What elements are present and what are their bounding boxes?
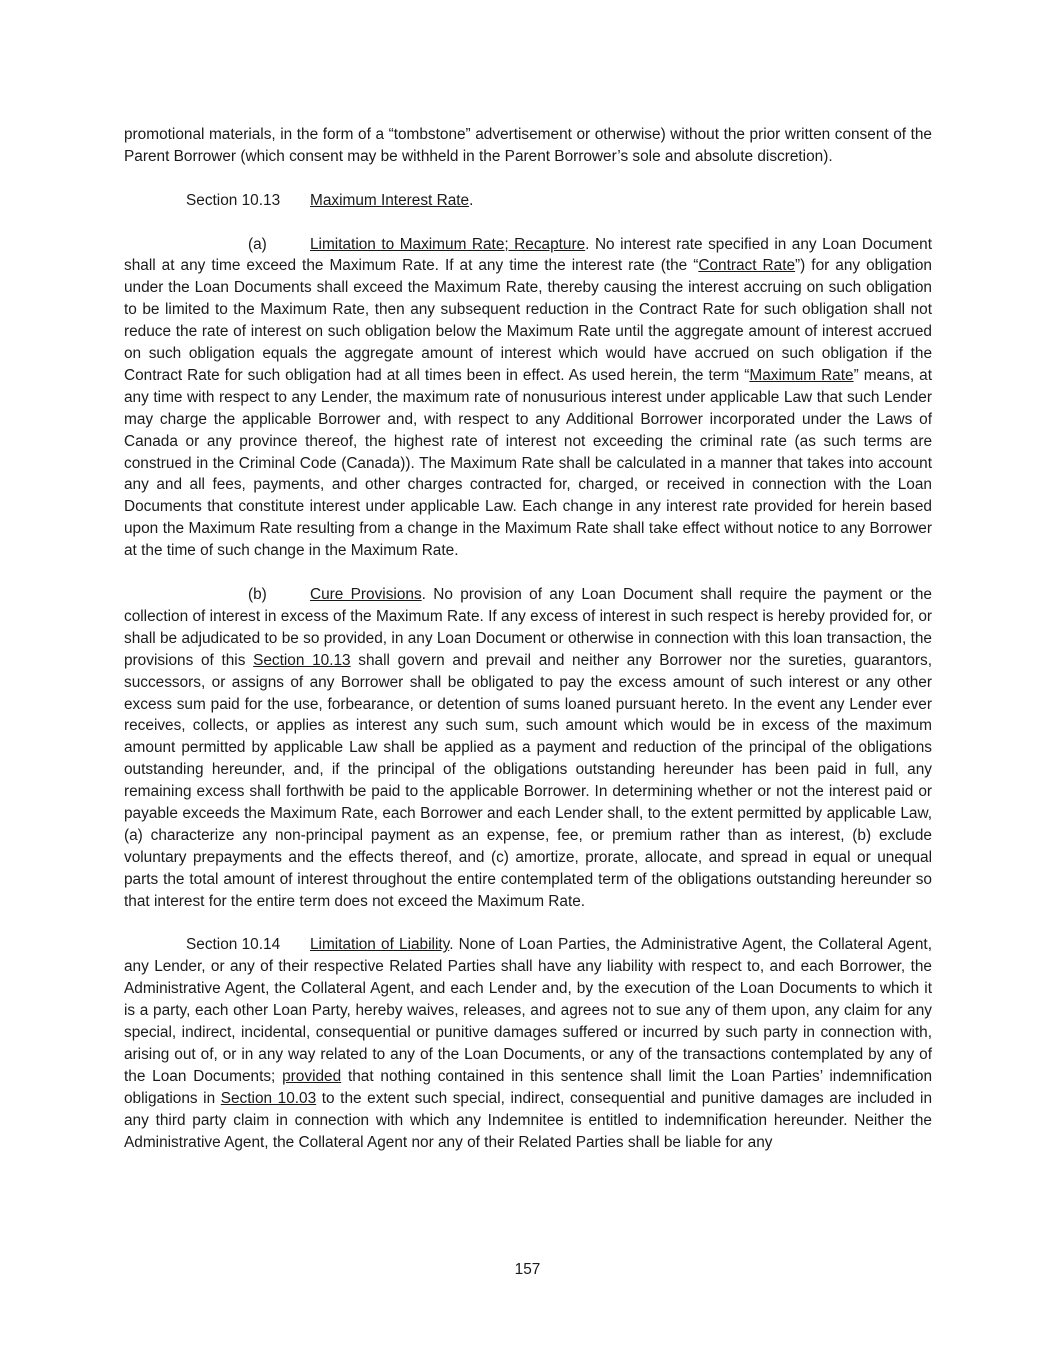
document-page [124,124,932,1154]
section-10-13-heading [124,190,932,212]
subsection-heading: Cure Provisions [310,585,422,603]
section-number: Section 10.14 [186,936,281,954]
subsection-b [124,584,932,913]
section-text: that nothing contained in this sentence shall limit the Loan Parties’ indemnification obligations in [124,1067,933,1107]
proviso: provided [282,1067,342,1085]
section-title-suffix: . [469,191,474,209]
section-reference: Section 10.13 [253,651,351,669]
section-text: . None of Loan Parties, the Administrative Agent, the Collateral Agent, any Lender, or any of their respective Related Parties shall have any liability with respect to, and each Borrower, the Administrative Agent, the Collateral Agent, and each Lender and, by the execution of the Loan Documents to which it is a party, each other Loan Party, hereby waives, releases, and agrees not to sue any of them upon, any claim for any special, indirect, incidental, consequential or punitive damages suffered or incurred by such party in connection with, arising out of, or in any way related to any of the Loan Documents, or any of the transactions contemplated by any of the Loan Documents; [124,936,932,1085]
subsection-heading: Limitation to Maximum Rate; Recapture [310,235,586,253]
subsection-text: . No provision of any Loan Document shall require the payment or the collection of interest in excess of the Maximum Rate. If any excess of interest in such respect is hereby provided for, or shall be adjudicated to be so provided, in any Loan Document or otherwise in connection with this loan transaction, the provisions of this [124,585,932,669]
defined-term: Contract Rate [698,257,796,275]
subsection-text: shall govern and prevail and neither any Borrower nor the sureties, guarantors, successors, or assigns of any Borrower shall be obligated to pay the excess amount of such interest or any other excess sum paid for the use, forbearance, or detention of sums loaned pursuant hereto. In the event any Lender ever receives, collects, or applies as interest any such sum, such amount which would be in excess of the maximum amount permitted by applicable Law shall be applied as a payment and reduction of the principal of the obligations outstanding hereunder, and, if the principal of the obligations outstanding hereunder has been paid in full, any remaining excess shall forthwith be paid to the applicable Borrower. In determining whether or not the interest paid or payable exceeds the Maximum Rate, each Borrower and each Lender shall, to the extent permitted by applicable Law, (a) characterize any non-principal payment as an expense, fee, or premium rather than as interest, (b) exclude voluntary prepayments and the effects thereof, and (c) amortize, prorate, allocate, and spread in equal or unequal parts the total amount of interest throughout the entire contemplated term of the obligations outstanding hereunder so that interest for the entire term does not exceed the Maximum Rate. [124,651,933,910]
section-title: Maximum Interest Rate [310,191,470,209]
section-10-14 [124,934,932,1153]
subsection-text: ” means, at any time with respect to any Lender, the maximum rate of nonusurious interest under applicable Law that such Lender may charge the applicable Borrower and, with respect to any Additional Borrower incorporated under the Laws of Canada or any province thereof, the highest rate of interest not exceeding the criminal rate (as such terms are construed in the Criminal Code (Canada)). The Maximum Rate shall be calculated in a manner that takes into account any and all fees, payments, and other charges contracted for, charged, or received in connection with the Loan Documents that constitute interest under applicable Law. Each change in any interest rate provided for herein based upon the Maximum Rate resulting from a change in the Maximum Rate shall take effect without notice to any Borrower at the time of such change in the Maximum Rate. [124,366,933,560]
top-paragraph: promotional materials, in the form of a “tombstone” advertisement or otherwise) without the prior written consent of the Parent Borrower (which consent may be withheld in the Parent Borrower’s sole and absolute discretion). [124,126,932,165]
page-number: 157 [514,1261,541,1278]
section-text: to the extent such special, indirect, consequential and punitive damages are included in any third party claim in connection with which any Indemnitee is entitled to indemnification hereunder. Neither the Administrative Agent, the Collateral Agent nor any of their Related Parties shall be liable for any [124,1089,933,1151]
section-reference: Section 10.03 [220,1089,317,1107]
subsection-label: (a) [248,235,267,253]
subsection-label: (b) [248,585,267,603]
subsection-a [124,234,932,563]
section-title: Limitation of Liability [310,936,450,954]
defined-term: Maximum Rate [749,366,854,384]
subsection-text: . No interest rate specified in any Loan Document shall at any time exceed the Maximum Rate. If at any time the interest rate (the “ [124,235,932,275]
subsection-text: ”) for any obligation under the Loan Documents shall exceed the Maximum Rate, thereby causing the interest accruing on such obligation to be limited to the Maximum Rate, then any subsequent reduction in the Contract Rate for such obligation shall not reduce the rate of interest on such obligation below the Maximum Rate until the aggregate amount of interest accrued on such obligation equals the aggregate amount of interest which would have accrued on such obligation if the Contract Rate for such obligation had at all times been in effect. As used herein, the term “ [124,257,932,384]
section-number: Section 10.13 [186,191,281,209]
